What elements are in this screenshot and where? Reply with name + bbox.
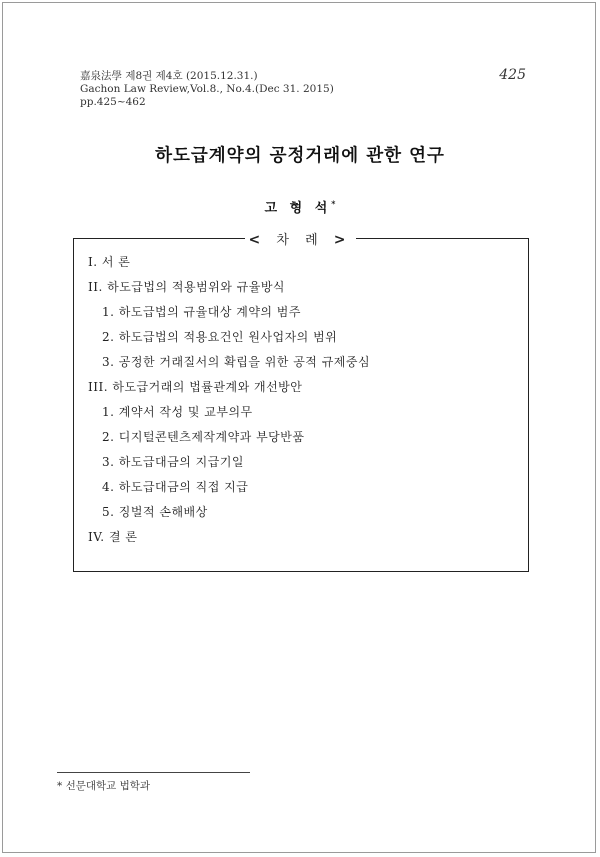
author-affiliation-footnote: * 선문대학교 법학과 (57, 780, 151, 792)
page-range: pp.425~462 (80, 96, 146, 108)
author-name: 고 형 석 (264, 201, 332, 216)
toc-section-3: III. 하도급거래의 법률관계와 개선방안 (88, 380, 303, 394)
toc-heading-label: 차 례 (276, 233, 324, 248)
left-bracket-icon: < (248, 232, 267, 248)
toc-subsection-2-2: 2. 하도급법의 적용요건인 원사업자의 범위 (102, 330, 338, 344)
toc-heading (0, 229, 600, 248)
toc-heading-inner (245, 233, 356, 248)
toc-subsection-3-3: 3. 하도급대금의 지급기일 (102, 455, 244, 469)
journal-citation-english: Gachon Law Review,Vol.8., No.4.(Dec 31. 2015) (80, 83, 334, 95)
footnote-divider (57, 772, 250, 773)
toc-subsection-3-4: 4. 하도급대금의 직접 지급 (102, 480, 249, 494)
author-line (0, 197, 600, 216)
toc-section-1: I. 서 론 (88, 255, 131, 269)
page-number: 425 (499, 67, 526, 83)
toc-section-4: IV. 결 론 (88, 530, 138, 544)
right-bracket-icon: > (333, 232, 352, 248)
toc-section-2: II. 하도급법의 적용범위와 규율방식 (88, 280, 286, 294)
paper-title: 하도급계약의 공정거래에 관한 연구 (155, 146, 445, 166)
toc-subsection-3-5: 5. 징벌적 손해배상 (102, 505, 208, 519)
journal-header (80, 70, 334, 109)
author-footnote-mark: * (331, 198, 336, 209)
journal-citation-korean: 嘉泉法學 제8권 제4호 (2015.12.31.) (80, 70, 258, 82)
toc-subsection-2-1: 1. 하도급법의 규율대상 계약의 범주 (102, 305, 301, 319)
toc-subsection-2-3: 3. 공정한 거래질서의 확립을 위한 공적 규제중심 (102, 355, 371, 369)
toc-subsection-3-1: 1. 계약서 작성 및 교부의무 (102, 405, 253, 419)
toc-subsection-3-2: 2. 디지털콘텐츠제작계약과 부당반품 (102, 430, 305, 444)
